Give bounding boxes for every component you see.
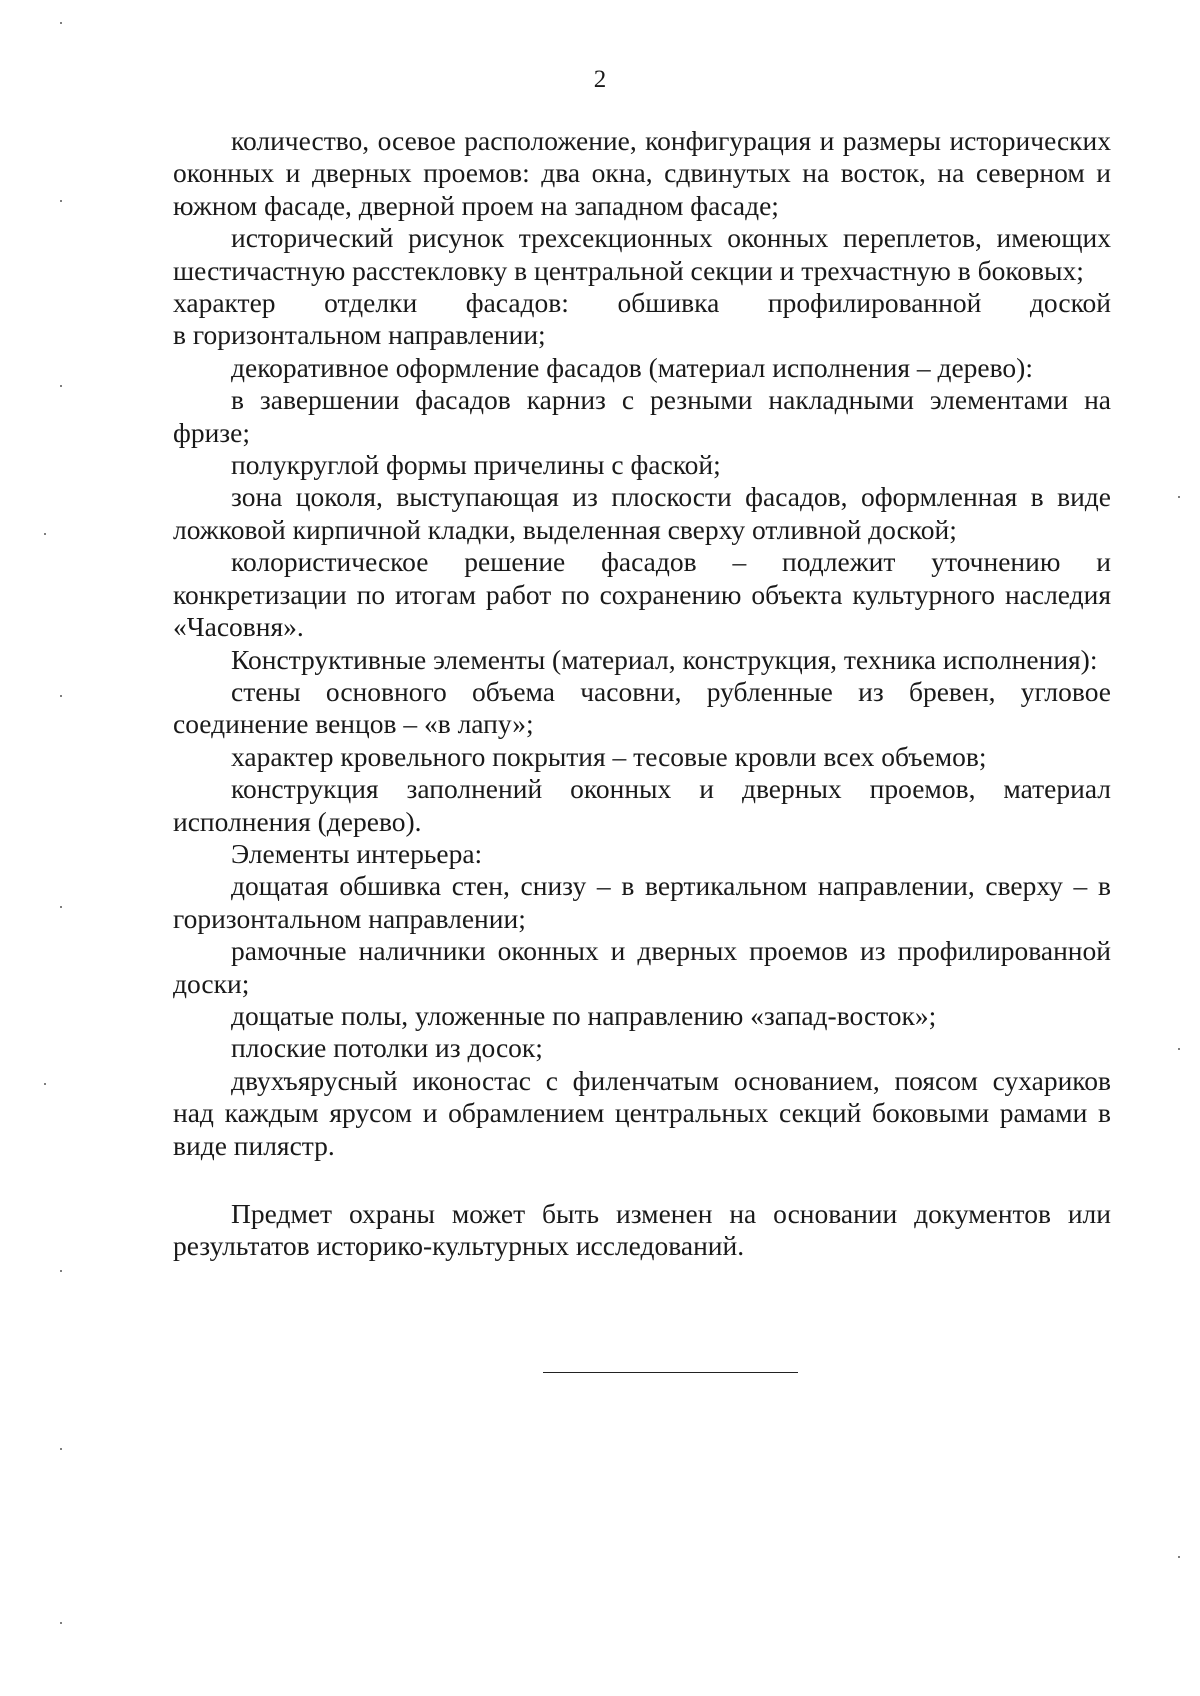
paragraph: Конструктивные элементы (материал, конструкция, техника исполнения):: [231, 643, 1098, 675]
scan-speck: [1178, 1556, 1180, 1558]
scan-speck: [60, 22, 62, 24]
paragraph: двухъярусный иконостас с филенчатым основанием, поясом сухариков над каждым ярусом и обрамлением центральных секций боковыми рамами в виде пилястр.: [173, 1064, 1111, 1161]
paragraph: колористическое решение фасадов – подлежит уточнению и конкретизации по итогам работ по сохранению объекта культурного наследия «Часовня».: [173, 546, 1111, 643]
paragraph: характер кровельного покрытия – тесовые кровли всех объемов;: [231, 740, 987, 772]
scan-speck: [60, 1622, 62, 1624]
paragraph: рамочные наличники оконных и дверных проемов из профилированной доски;: [173, 935, 1111, 999]
paragraph: Элементы интерьера:: [231, 837, 483, 869]
paragraph: характер отделки фасадов: обшивка профилированной доской: [173, 287, 1111, 319]
scan-speck: [1178, 1048, 1180, 1050]
paragraph: в завершении фасадов карниз с резными накладными элементами на фризе;: [173, 384, 1111, 448]
paragraph: декоративное оформление фасадов (материал исполнения – дерево):: [231, 351, 1033, 383]
scan-speck: [60, 906, 62, 908]
paragraph: конструкция заполнений оконных и дверных проемов, материал исполнения (дерево).: [173, 773, 1111, 837]
scan-speck: [60, 1448, 62, 1450]
paragraph-spacer: [173, 1162, 1111, 1198]
closing-paragraph: Предмет охраны может быть изменен на основании документов или результатов историко-культурных исследований.: [173, 1198, 1111, 1262]
paragraph: дощатая обшивка стен, снизу – в вертикальном направлении, сверху – в горизонтальном направлении;: [173, 870, 1111, 934]
paragraph: дощатые полы, уложенные по направлению «запад-восток»;: [231, 999, 937, 1031]
paragraph: стены основного объема часовни, рубленные из бревен, угловое соединение венцов – «в лапу»;: [173, 675, 1111, 740]
scan-speck: [60, 695, 62, 697]
paragraph: в горизонтальном направлении;: [173, 319, 546, 351]
end-of-document-rule: [543, 1372, 798, 1373]
paragraph: зона цоколя, выступающая из плоскости фасадов, оформленная в виде ложковой кирпичной кладки, выделенная сверху отливной доской;: [173, 481, 1111, 545]
scan-speck: [44, 533, 46, 535]
scan-speck: [60, 1270, 62, 1272]
scan-speck: [1178, 496, 1180, 498]
scan-speck: [60, 200, 62, 202]
page-number: 2: [593, 66, 607, 93]
paragraph: плоские потолки из досок;: [231, 1032, 543, 1064]
paragraph: количество, осевое расположение, конфигурация и размеры исторических оконных и дверных проемов: два окна, сдвинутых на восток, на северном и южном фасаде, дверной проем на западном фасаде;: [173, 125, 1111, 221]
paragraph: полукруглой формы причелины с фаской;: [231, 449, 721, 481]
scan-speck: [44, 1083, 46, 1085]
scan-speck: [60, 385, 62, 387]
paragraph: исторический рисунок трехсекционных оконных переплетов, имеющих шестичастную расстекловку в центральной секции и трехчастную в боковых;: [173, 222, 1111, 286]
document-body: [173, 125, 1111, 1263]
